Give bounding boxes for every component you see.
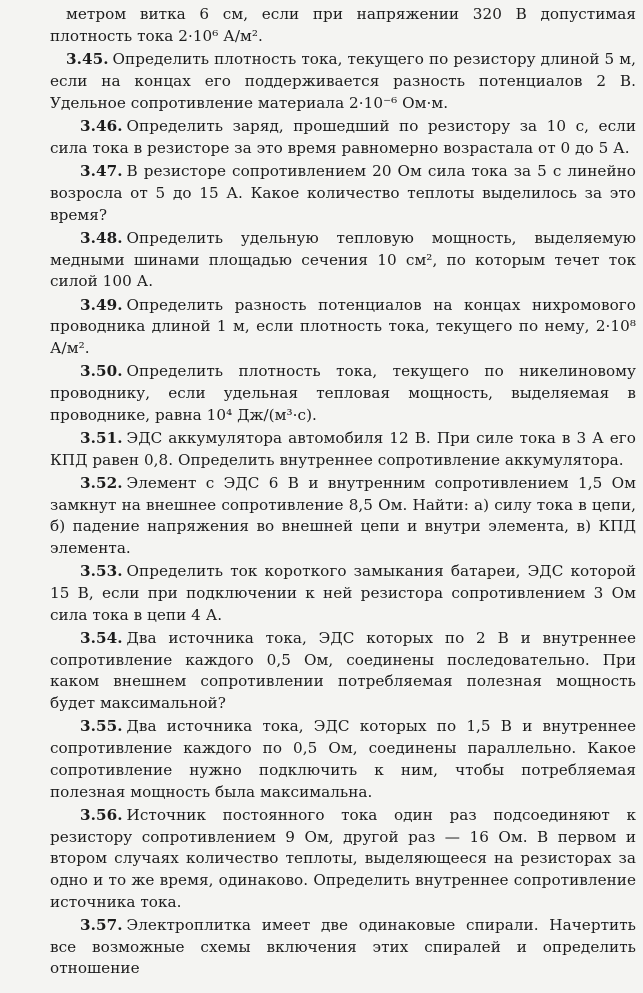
text-body	[50, 4, 636, 982]
problem-paragraph	[50, 116, 636, 159]
problem-text: Два источника тока, ЭДС которых по 1,5 В и внутреннее сопротивление каждого по 0,5 Ом, соединены параллельно. Какое сопротивление нужно подключить к ним, чтобы потребляемая полезная мощность была максимальна.	[50, 717, 636, 801]
problem-paragraph	[50, 361, 636, 426]
problem-text: Определить ток короткого замыкания батареи, ЭДС которой 15 В, если при подключении к ней резистора сопротивлением 3 Ом сила тока в цепи 4 А.	[50, 562, 636, 624]
problem-number: 3.50.	[80, 362, 123, 381]
problem-text: Определить разность потенциалов на концах нихромового проводника длиной 1 м, если плотность тока, текущего по нему, 2·10⁸ А/м².	[50, 295, 636, 357]
problem-number: 3.52.	[80, 473, 123, 492]
problem-paragraph	[50, 473, 636, 560]
problem-number: 3.48.	[80, 228, 123, 247]
problem-text: Определить удельную тепловую мощность, выделяемую медными шинами площадью сечения 10 см², по которым течет ток силой 100 А.	[50, 228, 636, 291]
problem-text: Определить плотность тока, текущего по никелиновому проводнику, если удельная тепловая мощность, выделяемая в проводнике, равна 10⁴ Дж/(м³·с).	[50, 362, 636, 424]
problem-number: 3.57.	[80, 915, 123, 934]
problem-number: 3.53.	[80, 562, 123, 581]
problem-text: Два источника тока, ЭДС которых по 2 В и внутреннее сопротивление каждого 0,5 Ом, соединены последовательно. При каком внешнем сопротивлении потребляемая полезная мощность будет максимальной?	[50, 629, 636, 713]
problem-paragraph	[50, 295, 636, 360]
problem-text: Определить заряд, прошедший по резистору за 10 с, если сила тока в резисторе за это время равномерно возрастала от 0 до 5 А.	[50, 117, 636, 157]
problem-paragraph	[50, 716, 636, 803]
problem-text: В резисторе сопротивлением 20 Ом сила тока за 5 с линейно возросла от 5 до 15 А. Какое количество теплоты выделилось за это время?	[50, 162, 636, 224]
problem-text: Определить плотность тока, текущего по резистору длиной 5 м, если на концах его поддерживается разность потенциалов 2 В. Удельное сопротивление материала 2·10⁻⁶ Ом·м.	[50, 50, 636, 112]
continuation-paragraph: метром витка 6 см, если при напряжении 320 В допустимая плотность тока 2·10⁶ А/м².	[50, 5, 636, 45]
problem-paragraph	[50, 428, 636, 471]
problem-paragraph	[50, 161, 636, 226]
problem-number: 3.49.	[80, 295, 123, 314]
problem-number: 3.45.	[66, 50, 109, 69]
problem-list	[50, 49, 636, 980]
problem-number: 3.51.	[80, 428, 123, 447]
problem-number: 3.55.	[80, 717, 123, 736]
problem-number: 3.46.	[80, 117, 123, 136]
problem-paragraph	[50, 805, 636, 914]
problem-paragraph	[50, 561, 636, 626]
problem-text: ЭДС аккумулятора автомобиля 12 В. При силе тока в 3 А его КПД равен 0,8. Определить внутреннее сопротивление аккумулятора.	[50, 428, 636, 469]
problem-paragraph	[50, 228, 636, 293]
problem-number: 3.54.	[80, 629, 123, 648]
problem-text: Электроплитка имеет две одинаковые спирали. Начертить все возможные схемы включения этих спиралей и определить отношение	[50, 915, 636, 978]
problem-paragraph	[50, 628, 636, 715]
problem-text: Источник постоянного тока один раз подсоединяют к резистору сопротивлением 9 Ом, другой раз — 16 Ом. В первом и втором случаях количество теплоты, выделяющееся на резисторах за одно и то же время, одинаково. Определить внутреннее сопротивление источника тока.	[50, 805, 636, 911]
problem-number: 3.56.	[80, 805, 123, 824]
problem-paragraph	[50, 49, 636, 114]
problem-number: 3.47.	[80, 162, 123, 181]
problem-text: Элемент с ЭДС 6 В и внутренним сопротивлением 1,5 Ом замкнут на внешнее сопротивление 8,5 Ом. Найти: а) силу тока в цепи, б) падение напряжения во внешней цепи и внутри элемента, в) КПД элемента.	[50, 473, 636, 558]
problem-paragraph	[50, 915, 636, 980]
